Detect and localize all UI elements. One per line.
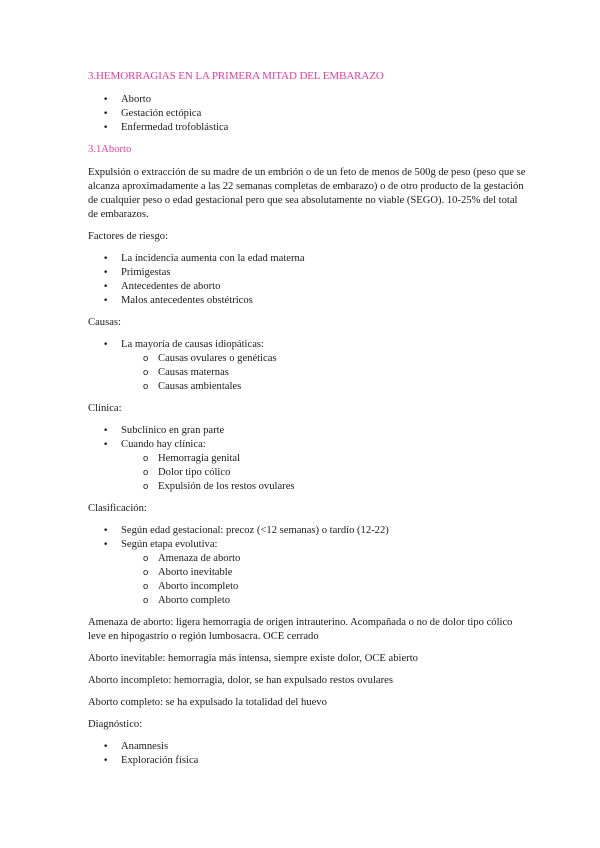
list-item: • Primigestas: [88, 266, 528, 280]
sublist-item: o Amenaza de aborto: [88, 552, 528, 566]
list-item: • Según edad gestacional: precoz (<12 semanas) o tardío (12-22): [88, 524, 528, 538]
clinic-list: [88, 424, 528, 494]
clinic-sublist: [88, 452, 528, 494]
sublist-item: o Aborto inevitable: [88, 566, 528, 580]
sublist-item: o Aborto incompleto: [88, 580, 528, 594]
causes-list: [88, 338, 528, 394]
classification-label: Clasificación:: [88, 503, 147, 514]
list-item: • Gestación ectópica: [88, 107, 528, 121]
risk-list: [88, 252, 528, 308]
diagnosis-label: Diagnóstico:: [88, 719, 143, 730]
clinic-label: Clínica:: [88, 403, 122, 414]
causes-label: Causas:: [88, 317, 121, 328]
definition-paragraph: Expulsión o extracción de su madre de un embrión o de un feto de menos de 500g de peso (peso que se alcanza aproximadamente a las 22 semanas completas de embarazo) o de otro producto de la gestación de cualquier peso o edad gestacional pero que sea absolutamente no viable (SEGO). 10-25% del total de embarazos.: [88, 167, 526, 220]
classification-sublist: [88, 552, 528, 608]
classification-list: [88, 524, 528, 608]
sublist-item: o Expulsión de los restos ovulares: [88, 480, 528, 494]
heading-list: [88, 93, 528, 135]
complete-paragraph: Aborto completo: se ha expulsado la totalidad del huevo: [88, 697, 327, 708]
sublist-item: o Causas maternas: [88, 366, 528, 380]
list-item: • Enfermedad trofoblástica: [88, 121, 528, 135]
list-item: • Malos antecedentes obstétricos: [88, 294, 528, 308]
document-page: [88, 69, 528, 776]
threat-paragraph: Amenaza de aborto: ligera hemorragia de origen intrauterino. Acompañada o no de dolor tipo cólico leve en hipogastrio o región lumbosacra. OCE cerrado: [88, 617, 513, 642]
list-item: • La mayoría de causas idiopáticas:: [88, 338, 528, 352]
list-item: • Anamnesis: [88, 740, 528, 754]
list-item: • Según etapa evolutiva:: [88, 538, 528, 552]
incomplete-paragraph: Aborto incompleto: hemorragia, dolor, se han expulsado restos ovulares: [88, 675, 393, 686]
list-item: • Antecedentes de aborto: [88, 280, 528, 294]
section-heading: 3.HEMORRAGIAS EN LA PRIMERA MITAD DEL EMBARAZO: [88, 70, 384, 82]
inevitable-paragraph: Aborto inevitable: hemorragia más intensa, siempre existe dolor, OCE abierto: [88, 653, 418, 664]
sublist-item: o Dolor tipo cólico: [88, 466, 528, 480]
subsection-heading: 3.1Aborto: [88, 144, 132, 155]
sublist-item: o Causas ovulares o genéticas: [88, 352, 528, 366]
sublist-item: o Hemorragia genital: [88, 452, 528, 466]
list-item: • Aborto: [88, 93, 528, 107]
sublist-item: o Aborto completo: [88, 594, 528, 608]
risk-label: Factores de riesgo:: [88, 231, 169, 242]
list-item: • Subclínico en gran parte: [88, 424, 528, 438]
list-item: • Cuando hay clínica:: [88, 438, 528, 452]
diagnosis-list: [88, 740, 528, 768]
causes-sublist: [88, 352, 528, 394]
sublist-container: [88, 352, 528, 394]
sublist-item: o Causas ambientales: [88, 380, 528, 394]
sublist-container: [88, 552, 528, 608]
list-item: • La incidencia aumenta con la edad materna: [88, 252, 528, 266]
sublist-container: [88, 452, 528, 494]
list-item: • Exploración física: [88, 754, 528, 768]
